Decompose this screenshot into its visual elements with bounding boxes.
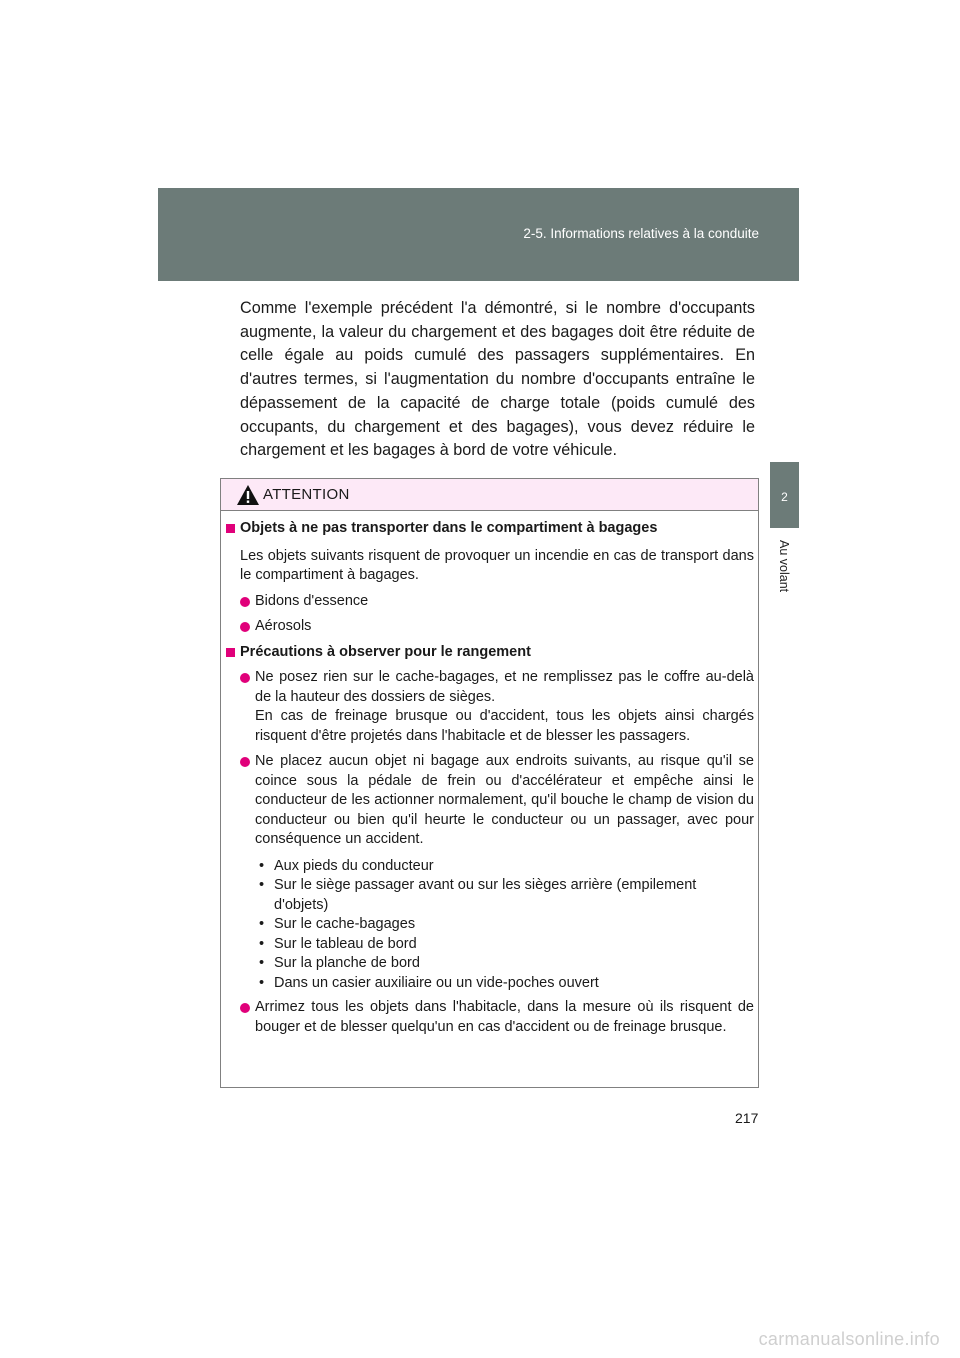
intro-paragraph: Comme l'exemple précédent l'a démontré, si le nombre d'occupants augmente, la valeur du chargement et des bagages doit être réduite de celle égale au poids cumulé des passagers supplémentaires. En d'autres termes, si l'augmentation du nombre d'occupants entraîne le dépassement de la capacité de charge totale (poids cumulé des occupants, du chargement et des bagages), vous devez réduire le chargement et les bagages à bord de votre véhicule. — [240, 299, 755, 460]
place-item: • Dans un casier auxiliaire ou un vide-poches ouvert — [259, 974, 599, 991]
place-item: • Aux pieds du conducteur — [259, 857, 434, 874]
list-item-text: En cas de freinage brusque ou d'accident, tous les objets ainsi chargés risquent d'être projetés dans l'habitacle et de blesser les passagers. — [255, 708, 754, 744]
round-bullet-icon — [240, 673, 250, 683]
place-item: • Sur le cache-bagages — [259, 916, 416, 932]
list-item — [226, 617, 754, 637]
list-item-text: Ne placez aucun objet ni bagage aux endroits suivants, au risque qu'il se coince sous la pédale de frein ou d'accélérateur et empêche ainsi le conducteur de les actionner normalement, qu'il bouche le champ de vision du conducteur ou bien qu'il heurte le conducteur ou un passager, avec pour conséquence un accident. — [255, 753, 754, 847]
section-heading — [226, 643, 754, 663]
round-bullet-icon — [240, 597, 250, 607]
section-text: Les objets suivants risquent de provoquer un incendie en cas de transport dans le compartiment à bagages. — [240, 547, 754, 583]
list-item — [226, 592, 754, 612]
watermark: carmanualsonline.info — [758, 1329, 940, 1349]
header-band — [158, 188, 799, 281]
list-item — [226, 668, 754, 746]
chapter-tab — [770, 462, 799, 528]
square-bullet-icon — [226, 524, 235, 533]
page-number: 217 — [735, 1110, 759, 1126]
list-item-text: Arrimez tous les objets dans l'habitacle, dans la mesure où ils risquent de bouger et de blesser quelqu'un en cas d'accident ou de freinage brusque. — [255, 999, 754, 1035]
square-bullet-icon — [226, 648, 235, 657]
section-heading-text: Objets à ne pas transporter dans le compartiment à bagages — [240, 520, 658, 536]
chapter-number: 2 — [781, 490, 788, 504]
places-list — [226, 857, 754, 994]
list-item-text: Bidons d'essence — [255, 592, 369, 609]
caution-box — [220, 478, 759, 1088]
round-bullet-icon — [240, 1003, 250, 1013]
round-bullet-icon — [240, 757, 250, 767]
warning-icon — [236, 484, 260, 506]
list-item-text: Aérosols — [255, 618, 312, 634]
chapter-label: Au volant — [777, 540, 791, 593]
caution-header — [221, 479, 758, 511]
list-item-text: Ne posez rien sur le cache-bagages, et ne remplissez pas le coffre au-delà de la hauteur des dossiers de sièges. — [255, 669, 754, 705]
section-title: 2-5. Informations relatives à la conduite — [523, 226, 759, 241]
caution-body — [226, 519, 754, 1037]
place-item: • Sur le tableau de bord — [259, 935, 417, 952]
place-item: • Sur le siège passager avant ou sur les sièges arrière (empilement d'objets) — [259, 877, 697, 913]
place-item: • Sur la planche de bord — [259, 955, 420, 971]
caution-title: ATTENTION — [263, 486, 350, 503]
list-item — [226, 752, 754, 850]
section-heading — [226, 519, 754, 539]
section-heading-text: Précautions à observer pour le rangement — [240, 643, 531, 660]
round-bullet-icon — [240, 622, 250, 632]
list-item — [226, 998, 754, 1037]
